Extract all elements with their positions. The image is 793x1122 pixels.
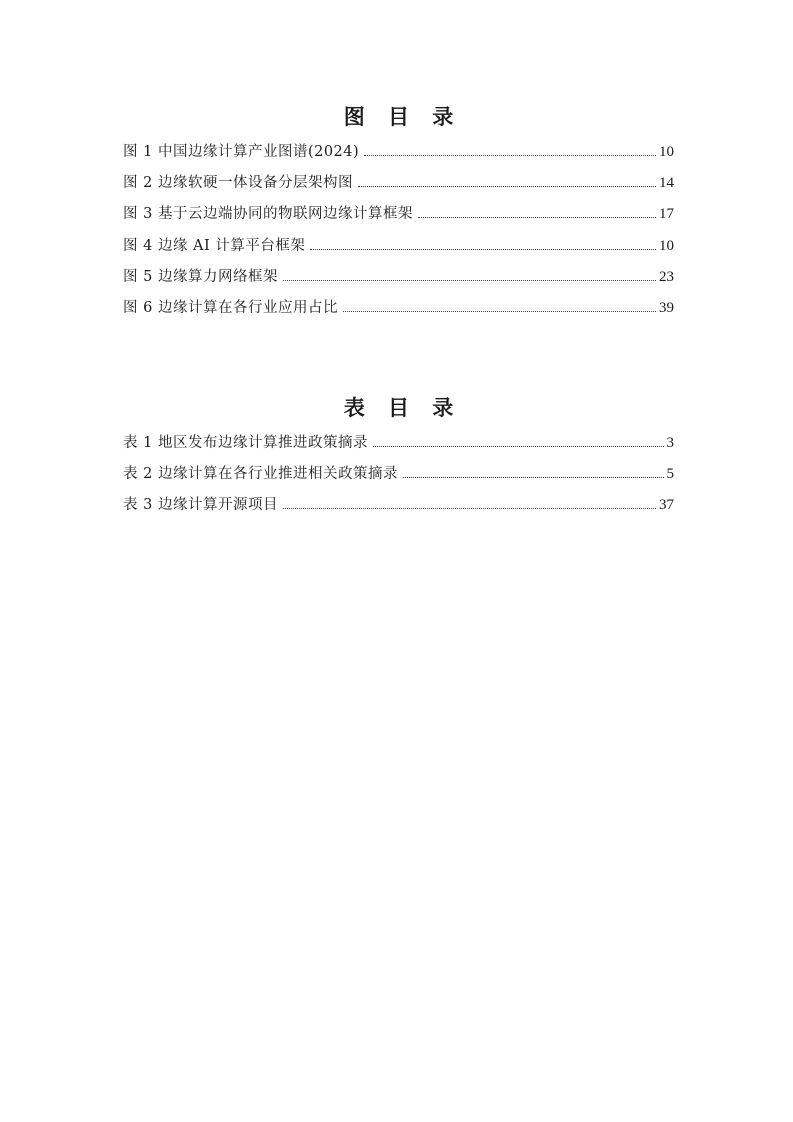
list-of-figures-title: 图 目 录 bbox=[343, 105, 462, 129]
toc-leader-dots bbox=[283, 508, 656, 509]
toc-leader-dots bbox=[310, 249, 656, 250]
toc-entry-table-1[interactable] bbox=[123, 433, 674, 464]
toc-entry-label: 表 3 边缘计算开源项目 bbox=[123, 497, 278, 514]
toc-entry-figure-5[interactable] bbox=[123, 267, 674, 298]
toc-entry-label: 表 2 边缘计算在各行业推进相关政策摘录 bbox=[123, 466, 398, 483]
toc-leader-dots bbox=[403, 477, 664, 478]
toc-page-number: 17 bbox=[659, 206, 674, 223]
toc-entry-figure-4[interactable] bbox=[123, 236, 674, 267]
toc-page-number: 14 bbox=[659, 175, 674, 192]
list-of-figures bbox=[123, 103, 674, 329]
toc-page-number: 23 bbox=[659, 268, 674, 285]
toc-leader-dots bbox=[358, 186, 656, 187]
toc-leader-dots bbox=[343, 311, 656, 312]
toc-page-number: 37 bbox=[659, 497, 674, 514]
toc-entry-table-3[interactable] bbox=[123, 495, 674, 526]
toc-page-number: 3 bbox=[666, 435, 674, 451]
toc-entry-label: 图 2 边缘软硬一体设备分层架构图 bbox=[123, 175, 353, 192]
toc-entry-label: 图 1 中国边缘计算产业图谱(2024) bbox=[123, 144, 360, 160]
toc-page-number: 10 bbox=[659, 144, 674, 160]
toc-entry-figure-6[interactable] bbox=[123, 298, 674, 329]
tables-toc-list bbox=[123, 433, 674, 527]
toc-page-number: 5 bbox=[666, 466, 674, 483]
list-of-tables-title: 表 目 录 bbox=[343, 396, 462, 420]
toc-entry-label: 图 3 基于云边端协同的物联网边缘计算框架 bbox=[123, 206, 413, 223]
toc-entry-label: 图 5 边缘算力网络框架 bbox=[123, 268, 278, 285]
toc-entry-label: 图 4 边缘 AI 计算平台框架 bbox=[123, 237, 306, 254]
toc-entry-figure-3[interactable] bbox=[123, 204, 674, 235]
toc-page-number: 10 bbox=[659, 237, 674, 254]
toc-entry-figure-2[interactable] bbox=[123, 173, 674, 204]
toc-entry-table-2[interactable] bbox=[123, 464, 674, 495]
toc-leader-dots bbox=[283, 280, 656, 281]
figures-toc-list bbox=[123, 142, 674, 329]
toc-entry-label: 表 1 地区发布边缘计算推进政策摘录 bbox=[123, 435, 368, 451]
toc-entry-figure-1[interactable] bbox=[123, 142, 674, 173]
toc-leader-dots bbox=[364, 155, 656, 156]
list-of-tables bbox=[123, 394, 674, 527]
toc-leader-dots bbox=[418, 217, 656, 218]
toc-page-number: 39 bbox=[659, 299, 674, 316]
toc-entry-label: 图 6 边缘计算在各行业应用占比 bbox=[123, 299, 338, 316]
toc-leader-dots bbox=[373, 446, 664, 447]
